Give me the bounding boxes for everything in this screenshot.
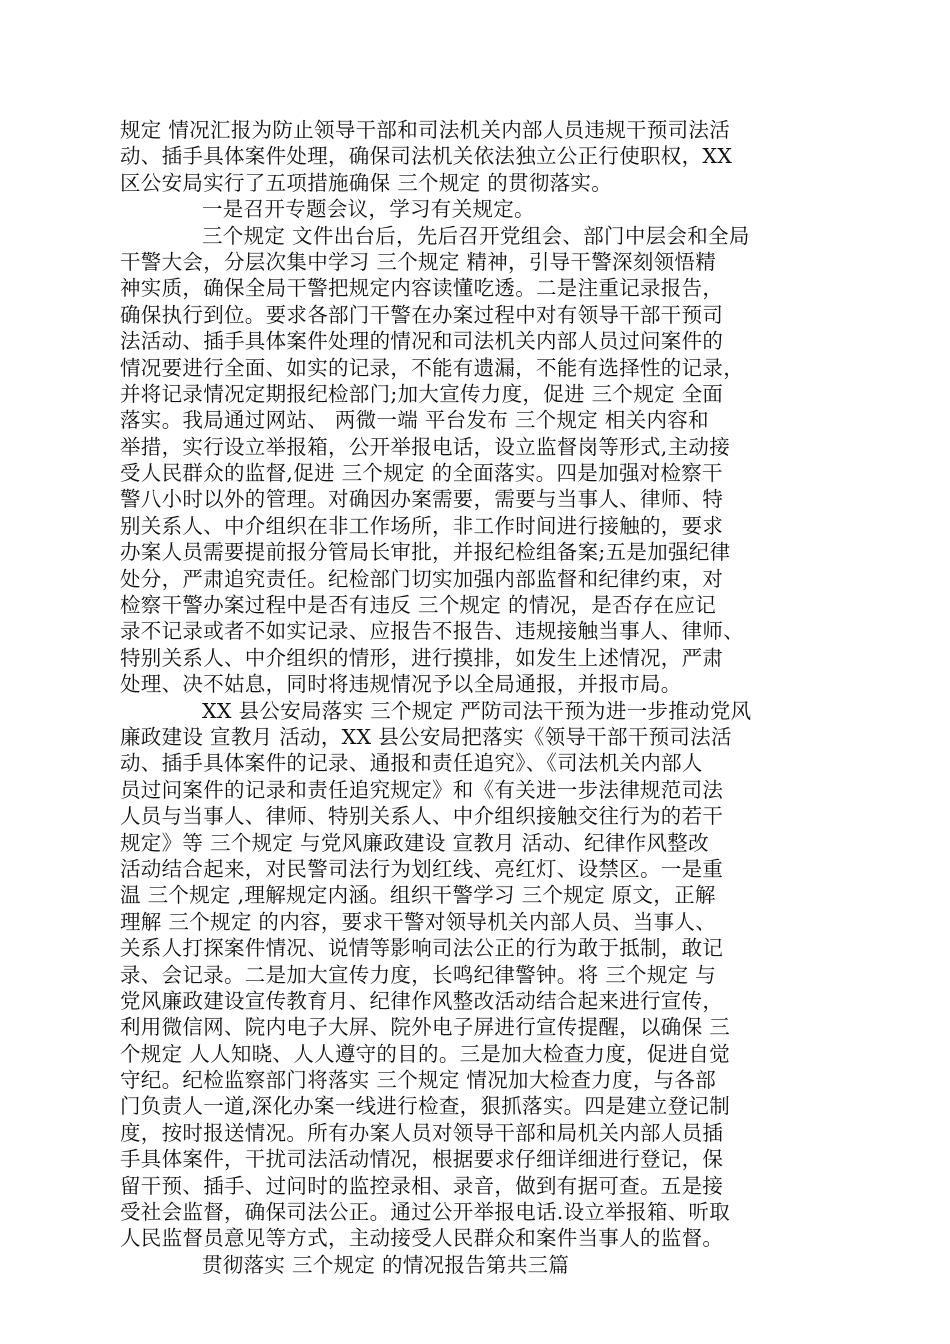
text-line: 区公安局实行了五项措施确保 三个规定 的贯彻落实。: [120, 170, 613, 195]
text-line: 理解 三个规定 的内容，要求干警对领导机关内部人员、当事人、: [120, 909, 717, 934]
text-line: 一是召开专题会议，学习有关规定。: [202, 197, 535, 222]
text-line: 温 三个规定 ,理解规定内涵。组织干警学习 三个规定 原文，正解: [120, 883, 716, 908]
text-line: 廉政建设 宣教月 活动，XX 县公安局把落实《领导干部干预司法活: [120, 724, 732, 749]
text-line: 贯彻落实 三个规定 的情况报告第共三篇: [202, 1252, 570, 1277]
text-line: 受人民群众的监督,促进 三个规定 的全面落实。四是加强对检察干: [120, 461, 723, 486]
text-line: 检察干警办案过程中是否有违反 三个规定 的情况，是否存在应记: [120, 593, 717, 618]
text-line: 关系人打探案件情况、说情等影响司法公正的行为敢于抵制，敢记: [120, 936, 724, 961]
text-line: 门负责人一道,深化办案一线进行检查，狠抓落实。四是建立登记制: [120, 1094, 731, 1119]
text-line: 受社会监督，确保司法公正。通过公开举报电话.设立举报箱、听取: [120, 1200, 731, 1225]
text-line: 警八小时以外的管理。对确因办案需要，需要与当事人、律师、特: [120, 487, 724, 512]
text-line: 守纪。纪检监察部门将落实 三个规定 情况加大检查力度，与各部: [120, 1068, 717, 1093]
text-line: 别关系人、中介组织在非工作场所，非工作时间进行接触的，要求: [120, 513, 724, 538]
text-line: 规定》等 三个规定 与党风廉政建设 宣教月 活动、纪律作风整改: [120, 830, 709, 855]
text-line: 留干预、插手、过问时的监控录相、录音，做到有据可查。五是接: [120, 1173, 724, 1198]
text-line: XX 县公安局落实 三个规定 严防司法干预为进一步推动党风: [202, 698, 752, 723]
text-line: 举措，实行设立举报箱，公开举报电话，设立监督岗等形式,主动接: [120, 434, 731, 459]
text-line: 法活动、插手具体案件处理的情况和司法机关内部人员过问案件的: [120, 329, 724, 354]
text-line: 度，按时报送情况。所有办案人员对领导干部和局机关内部人员插: [120, 1120, 724, 1145]
text-line: 落实。我局通过网站、 两微一端 平台发布 三个规定 相关内容和: [120, 408, 709, 433]
text-line: 动、插手具体案件处理，确保司法机关依法独立公正行使职权，XX: [120, 144, 733, 169]
document-body: [120, 117, 840, 1278]
text-line: 确保执行到位。要求各部门干警在办案过程中对有领导干部干预司: [120, 302, 724, 327]
text-line: 办案人员需要提前报分管局长审批，并报纪检组备案;五是加强纪律: [120, 540, 731, 565]
text-line: 员过问案件的记录和责任追究规定》和《有关进一步法律规范司法: [120, 777, 724, 802]
text-line: 人民监督员意见等方式，主动接受人民群众和案件当事人的监督。: [120, 1226, 724, 1251]
text-line: 个规定 人人知晓、人人遵守的目的。三是加大检查力度，促进自觉: [120, 1041, 731, 1066]
text-line: 处分，严肃追究责任。纪检部门切实加强内部监督和纪律约束，对: [120, 566, 724, 591]
text-line: 录、会记录。二是加大宣传力度，长鸣纪律警钟。将 三个规定 与: [120, 962, 717, 987]
text-line: 干警大会，分层次集中学习 三个规定 精神，引导干警深刻领悟精: [120, 249, 717, 274]
text-line: 并将记录情况定期报纪检部门;加大宣传力度，促进 三个规定 全面: [120, 381, 724, 406]
text-line: 三个规定 文件出台后，先后召开党组会、部门中层会和全局: [202, 223, 750, 248]
text-line: 情况要进行全面、如实的记录，不能有遗漏，不能有选择性的记录，: [120, 355, 744, 380]
text-line: 活动结合起来，对民警司法行为划红线、亮红灯、设禁区。一是重: [120, 856, 724, 881]
text-line: 录不记录或者不如实记录、应报告不报告、违规接触当事人、律师、: [120, 619, 744, 644]
text-line: 动、插手具体案件的记录、通报和责任追究》、《司法机关内部人: [120, 751, 703, 776]
text-line: 规定 情况汇报为防止领导干部和司法机关内部人员违规干预司法活: [120, 118, 731, 142]
text-line: 特别关系人、中介组织的情形，进行摸排，如发生上述情况，严肃: [120, 645, 724, 670]
text-line: 利用微信网、院内电子大屏、院外电子屏进行宣传提醒，以确保 三: [120, 1015, 731, 1040]
text-line: 党风廉政建设宣传教育月、纪律作风整改活动结合起来进行宣传，: [120, 988, 724, 1013]
text-line: 处理、决不姑息，同时将违规情况予以全局通报，并报市局。: [120, 672, 682, 697]
text-line: 神实质，确保全局干警把规定内容读懂吃透。二是注重记录报告，: [120, 276, 724, 301]
text-line: 手具体案件，干扰司法活动情况，根据要求仔细详细进行登记，保: [120, 1147, 724, 1172]
text-line: 人员与当事人、律师、特别关系人、中介组织接触交往行为的若干: [120, 804, 724, 829]
